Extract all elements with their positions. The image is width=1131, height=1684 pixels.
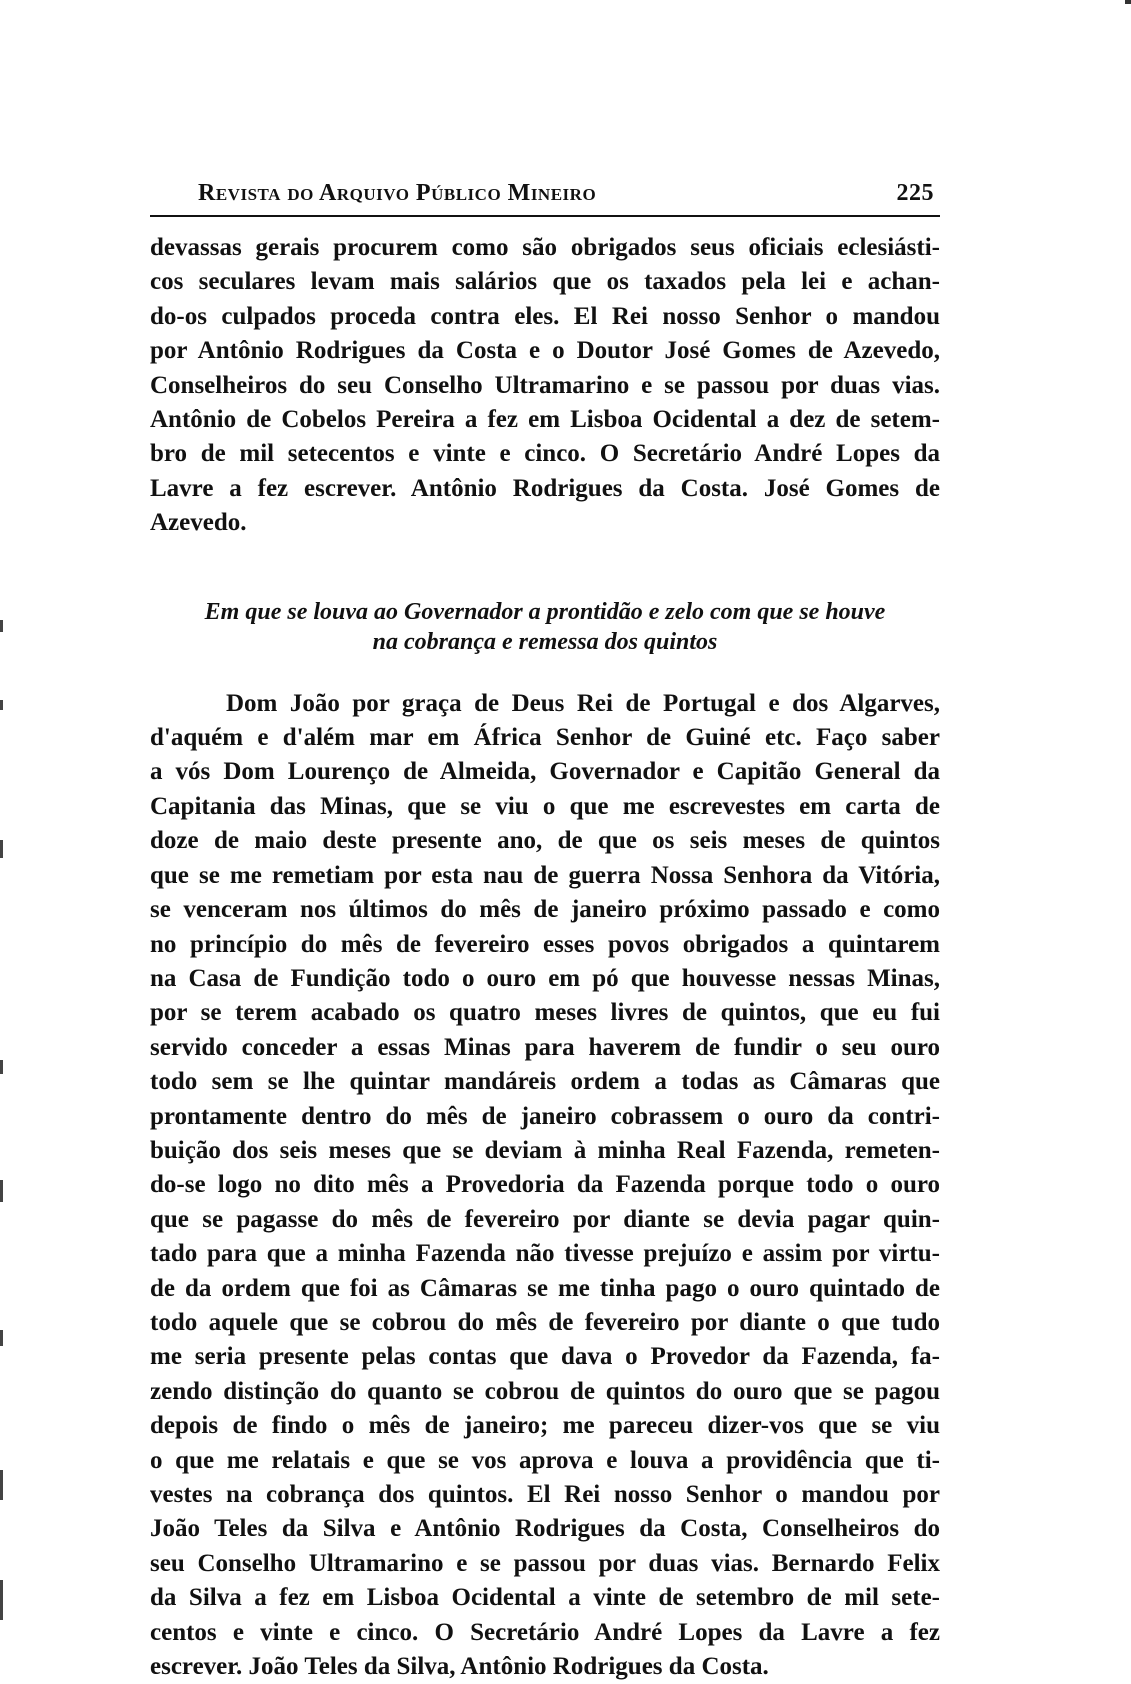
scan-corner-mark xyxy=(1125,0,1131,4)
paragraph-continued xyxy=(150,231,940,541)
text-line: bro de mil setecentos e vinte e cinco. O Secretário André Lopes da xyxy=(150,440,940,468)
section-heading-line: na cobrança e remessa dos quintos xyxy=(372,628,718,655)
text-line: zendo distinção do quanto se cobrou de quintos do ouro que se pagou xyxy=(150,1377,940,1405)
text-line: todo aquele que se cobrou do mês de fevereiro por diante o que tudo xyxy=(150,1308,940,1336)
page-number: 225 xyxy=(896,180,934,206)
scan-edge-mark xyxy=(0,1580,3,1620)
text-line: todo sem se lhe quintar mandáreis ordem a todas as Câmaras que xyxy=(150,1068,940,1096)
text-line: tado para que a minha Fazenda não tivesse prejuízo e assim por virtu- xyxy=(150,1240,940,1268)
scan-edge-mark xyxy=(0,1330,3,1346)
text-line: Capitania das Minas, que se viu o que me escrevestes em carta de xyxy=(150,792,940,820)
text-line: Lavre a fez escrever. Antônio Rodrigues da Costa. José Gomes de xyxy=(150,474,940,502)
text-line: doze de maio deste presente ano, de que os seis meses de quintos xyxy=(150,827,940,855)
scan-edge-mark xyxy=(0,1470,3,1500)
text-line: devassas gerais procurem como são obrigados seus oficiais eclesiásti- xyxy=(150,234,940,261)
text-line: depois de findo o mês de janeiro; me pareceu dizer-vos que se viu xyxy=(150,1412,940,1440)
section-heading-line: Em que se louva ao Governador a prontidão e zelo com que se houve xyxy=(204,598,886,625)
text-line: de da ordem que foi as Câmaras se me tinha pago o ouro quintado de xyxy=(150,1274,940,1302)
text-line: vestes na cobrança dos quintos. El Rei nosso Senhor o mandou por xyxy=(150,1481,940,1508)
text-line: o que me relatais e que se vos aprova e louva a providência que ti- xyxy=(150,1446,940,1474)
text-line: d'aquém e d'além mar em África Senhor de Guiné etc. Faço saber xyxy=(150,724,940,752)
text-line: no princípio do mês de fevereiro esses povos obrigados a quintarem xyxy=(150,930,940,958)
section-heading xyxy=(150,597,940,657)
journal-title: Revista do Arquivo Público Mineiro xyxy=(198,180,597,206)
running-head xyxy=(150,180,940,217)
text-line: seu Conselho Ultramarino e se passou por duas vias. Bernardo Felix xyxy=(150,1549,940,1577)
text-line: escrever. João Teles da Silva, Antônio Rodrigues da Costa. xyxy=(150,1653,769,1681)
text-line: centos e vinte e cinco. O Secretário André Lopes da Lavre a fez xyxy=(150,1618,940,1646)
text-line: prontamente dentro do mês de janeiro cobrassem o ouro da contri- xyxy=(150,1102,940,1130)
text-line: me seria presente pelas contas que dava o Provedor da Fazenda, fa- xyxy=(150,1343,940,1371)
scan-edge-mark xyxy=(0,620,3,632)
text-line: que se me remetiam por esta nau de guerra Nossa Senhora da Vitória, xyxy=(150,861,940,889)
text-line: Azevedo. xyxy=(150,509,247,537)
text-line: por se terem acabado os quatro meses livres de quintos, que eu fui xyxy=(150,999,940,1027)
scan-edge-mark xyxy=(0,700,3,710)
text-line: do-os culpados proceda contra eles. El Rei nosso Senhor o mandou xyxy=(150,302,940,330)
text-line: na Casa de Fundição todo o ouro em pó que houvesse nessas Minas, xyxy=(150,964,940,992)
scan-edge-mark xyxy=(0,1060,3,1074)
text-line: que se pagasse do mês de fevereiro por diante se devia pagar quin- xyxy=(150,1205,940,1233)
text-line: do-se logo no dito mês a Provedoria da Fazenda porque todo o ouro xyxy=(150,1171,940,1199)
text-line: se venceram nos últimos do mês de janeiro próximo passado e como xyxy=(150,896,940,924)
text-line: Dom João por graça de Deus Rei de Portugal e dos Algarves, xyxy=(226,689,940,717)
paragraph-letter xyxy=(150,687,940,1684)
text-line: João Teles da Silva e Antônio Rodrigues da Costa, Conselheiros do xyxy=(150,1515,940,1543)
text-line: Antônio de Cobelos Pereira a fez em Lisboa Ocidental a dez de setem- xyxy=(150,406,940,434)
scan-edge-mark xyxy=(0,1180,3,1202)
scan-edge-mark xyxy=(0,840,3,858)
text-line: por Antônio Rodrigues da Costa e o Doutor José Gomes de Azevedo, xyxy=(150,337,940,365)
text-line: cos seculares levam mais salários que os taxados pela lei e achan- xyxy=(150,268,940,296)
text-line: da Silva a fez em Lisboa Ocidental a vinte de setembro de mil sete- xyxy=(150,1584,940,1612)
text-line: Conselheiros do seu Conselho Ultramarino e se passou por duas vias. xyxy=(150,371,940,399)
text-line: buição dos seis meses que se deviam à minha Real Fazenda, remeten- xyxy=(150,1136,940,1164)
text-line: a vós Dom Lourenço de Almeida, Governador e Capitão General da xyxy=(150,758,940,786)
text-line: servido conceder a essas Minas para haverem de fundir o seu ouro xyxy=(150,1033,940,1061)
document-page xyxy=(150,180,940,1684)
